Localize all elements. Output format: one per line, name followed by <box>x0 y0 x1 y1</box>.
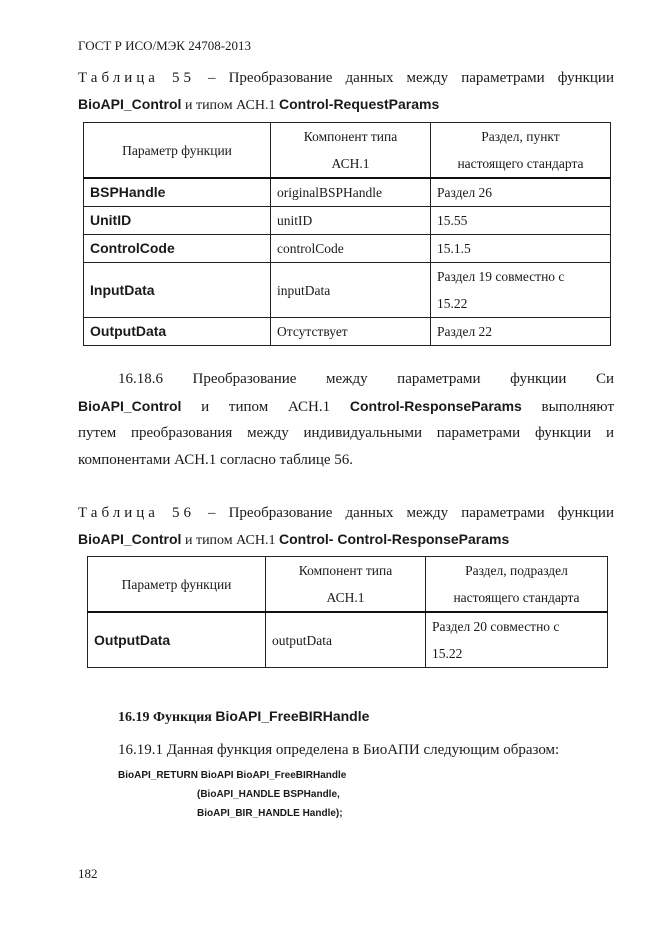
cell-component: Отсутствует <box>271 318 431 346</box>
header-section <box>431 123 611 179</box>
header-component-line2: АСН.1 <box>326 590 365 605</box>
caption-word: между <box>406 70 449 86</box>
para-word: функции <box>510 371 567 387</box>
table-56 <box>87 556 608 668</box>
para-word: 16.18.6 <box>118 371 163 387</box>
section-function-name: BioAPI_FreeBIRHandle <box>215 708 370 724</box>
cell-component: originalBSPHandle <box>271 178 431 207</box>
para-16-18-6-line4: компонентами АСН.1 согласно таблице 56. <box>78 452 354 468</box>
cell-component: controlCode <box>271 235 431 263</box>
table-header-row <box>88 557 608 613</box>
cell-param: OutputData <box>84 318 271 346</box>
caption-word: параметрами <box>461 505 545 521</box>
header-section <box>426 557 608 613</box>
caption-number: 56 <box>171 505 195 521</box>
caption-dash: – <box>208 505 216 521</box>
caption-word: функции <box>557 70 614 86</box>
para-word: АСН.1 <box>287 399 331 415</box>
table-row <box>84 263 611 318</box>
header-component-line1: Компонент типа <box>298 563 393 578</box>
caption-word: функции <box>557 505 614 521</box>
cell-param: ControlCode <box>84 235 271 263</box>
page-number: 182 <box>78 866 98 881</box>
table-row <box>84 318 611 346</box>
header-component-line2: АСН.1 <box>331 156 370 171</box>
caption-function-name: BioAPI_Control <box>78 96 182 112</box>
cell-section: Раздел 22 <box>431 318 611 346</box>
cell-param: OutputData <box>88 612 266 668</box>
header-component <box>266 557 426 613</box>
table-row <box>84 178 611 207</box>
caption-word: параметрами <box>461 70 545 86</box>
caption-type-name: Control-RequestParams <box>279 96 440 112</box>
para-16-18-6-line2 <box>78 398 614 416</box>
para-type-name: Control-ResponseParams <box>349 398 522 414</box>
table-56-caption-line1 <box>78 505 614 522</box>
table-row <box>84 235 611 263</box>
header-component <box>271 123 431 179</box>
header-section-line2: настоящего стандарта <box>457 156 584 171</box>
document-header: ГОСТ Р ИСО/МЭК 24708-2013 <box>78 38 252 53</box>
header-param: Параметр функции <box>88 557 266 613</box>
header-section-line1: Раздел, подраздел <box>465 563 568 578</box>
section-16-19-heading <box>118 708 369 726</box>
para-16-18-6-line3 <box>78 425 614 442</box>
table-55-caption-line2 <box>78 96 439 114</box>
table-row <box>84 207 611 235</box>
para-16-18-6-line1 <box>118 371 614 388</box>
para-word: типом <box>228 399 269 415</box>
para-16-19-1: 16.19.1 Данная функция определена в БиоАПИ следующим образом: <box>118 742 560 758</box>
code-line-3: BioAPI_BIR_HANDLE Handle); <box>197 808 343 819</box>
para-word: индивидуальными <box>303 425 422 441</box>
para-word: и <box>605 425 614 441</box>
para-word: и <box>201 399 210 415</box>
table-header-row <box>84 123 611 179</box>
para-word: Си <box>595 371 614 387</box>
caption-type-name: Control- Control-ResponseParams <box>279 531 510 547</box>
caption-label: Таблица <box>78 70 159 86</box>
caption-function-name: BioAPI_Control <box>78 531 182 547</box>
caption-number: 55 <box>171 70 195 86</box>
caption-word: Преобразование <box>228 505 333 521</box>
table-56-caption-line2 <box>78 531 509 549</box>
para-word: путем <box>78 425 117 441</box>
header-param: Параметр функции <box>84 123 271 179</box>
cell-section <box>426 612 608 668</box>
code-line-2: (BioAPI_HANDLE BSPHandle, <box>197 789 340 800</box>
caption-word: данных <box>345 70 394 86</box>
header-section-line2: настоящего стандарта <box>453 590 580 605</box>
cell-section-line2: 15.22 <box>432 646 463 661</box>
para-word: параметрами <box>397 371 481 387</box>
cell-section: Раздел 26 <box>431 178 611 207</box>
header-component-line1: Компонент типа <box>303 129 398 144</box>
para-function-name: BioAPI_Control <box>78 398 182 414</box>
caption-word: Преобразование <box>228 70 333 86</box>
cell-component: unitID <box>271 207 431 235</box>
para-word: между <box>247 425 289 441</box>
cell-section: 15.1.5 <box>431 235 611 263</box>
section-number: 16.19 Функция <box>118 710 216 725</box>
cell-section: 15.55 <box>431 207 611 235</box>
para-word: между <box>325 371 368 387</box>
code-line-1: BioAPI_RETURN BioAPI BioAPI_FreeBIRHandle <box>118 770 347 781</box>
cell-param: BSPHandle <box>84 178 271 207</box>
cell-section-line1: Раздел 19 совместно с <box>437 269 565 284</box>
para-word: преобразования <box>131 425 233 441</box>
table-55-caption-line1 <box>78 70 614 87</box>
cell-component: outputData <box>266 612 426 668</box>
cell-param: UnitID <box>84 207 271 235</box>
cell-param: InputData <box>84 263 271 318</box>
caption-connector: и типом АСН.1 <box>181 98 280 113</box>
caption-word: данных <box>345 505 394 521</box>
caption-word: между <box>406 505 449 521</box>
caption-connector: и типом АСН.1 <box>181 533 280 548</box>
caption-label: Таблица <box>78 505 159 521</box>
cell-component: inputData <box>271 263 431 318</box>
para-word: Преобразование <box>192 371 297 387</box>
cell-section <box>431 263 611 318</box>
para-word: выполняют <box>541 399 614 415</box>
para-word: функции <box>534 425 592 441</box>
caption-dash: – <box>208 70 216 86</box>
table-55 <box>83 122 611 346</box>
para-word: параметрами <box>436 425 521 441</box>
header-section-line1: Раздел, пункт <box>481 129 560 144</box>
cell-section-line1: Раздел 20 совместно с <box>432 619 560 634</box>
cell-section-line2: 15.22 <box>437 296 468 311</box>
table-row <box>88 612 608 668</box>
